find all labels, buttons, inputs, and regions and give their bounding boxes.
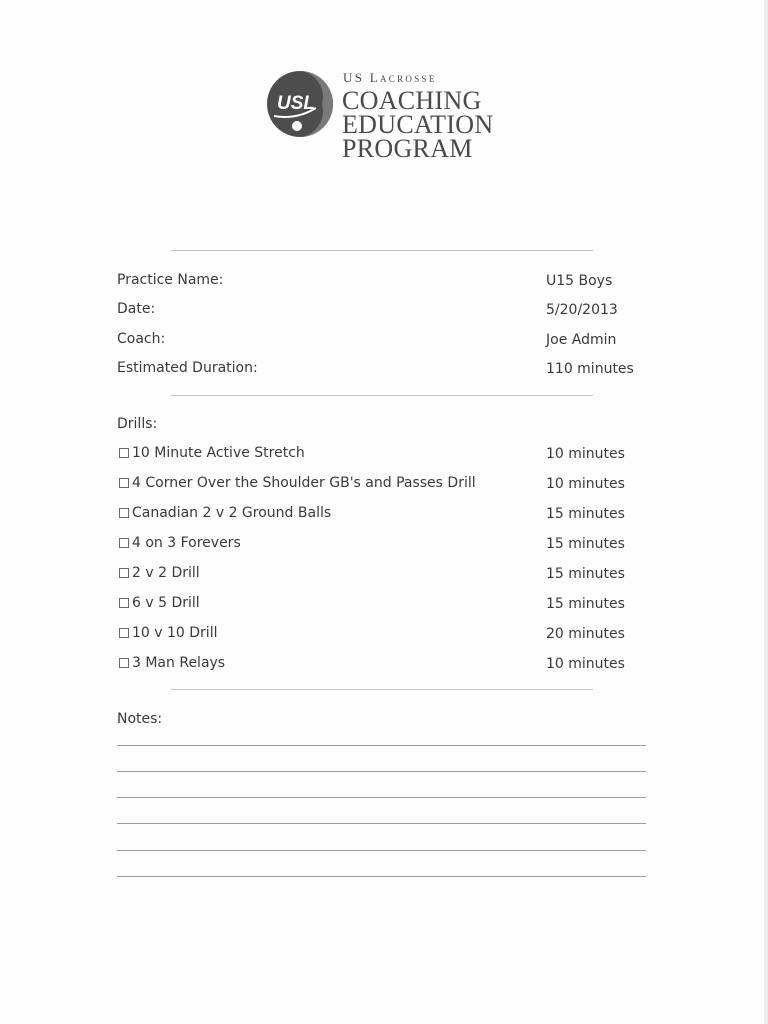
notes-heading: Notes:	[117, 711, 163, 727]
drill-name: 6 v 5 Drill	[132, 595, 200, 611]
coach-value: Joe Admin	[546, 332, 617, 348]
usl-badge-icon	[266, 70, 334, 138]
drill-name: 3 Man Relays	[132, 655, 226, 671]
practice-name-label: Practice Name:	[117, 272, 224, 288]
drill-name: 2 v 2 Drill	[132, 565, 200, 581]
drill-checkbox[interactable]	[119, 538, 129, 548]
drills-heading: Drills:	[117, 416, 158, 432]
notes-line[interactable]	[117, 797, 646, 798]
drill-checkbox[interactable]	[119, 568, 129, 578]
drill-checkbox[interactable]	[119, 508, 129, 518]
drill-checkbox[interactable]	[119, 478, 129, 488]
logo-line-education: EDUCATION	[342, 110, 494, 139]
page-edge	[764, 0, 768, 1024]
program-logo	[266, 68, 506, 164]
drill-item	[119, 624, 217, 642]
drill-name: 4 Corner Over the Shoulder GB's and Passes Drill	[132, 475, 476, 491]
notes-line[interactable]	[117, 823, 646, 824]
notes-line[interactable]	[117, 771, 646, 772]
drill-duration: 10 minutes	[546, 656, 625, 672]
drill-name: 10 Minute Active Stretch	[132, 445, 305, 461]
divider-bottom	[171, 689, 593, 690]
drill-duration: 20 minutes	[546, 626, 625, 642]
drill-item	[119, 564, 200, 582]
drill-item	[119, 594, 200, 612]
drill-item	[119, 504, 331, 522]
logo-line-coaching: COACHING	[342, 86, 482, 115]
drill-duration: 10 minutes	[546, 476, 625, 492]
drill-item	[119, 444, 305, 462]
coach-label: Coach:	[117, 331, 166, 347]
drill-item	[119, 474, 476, 492]
drill-duration: 15 minutes	[546, 596, 625, 612]
drill-checkbox[interactable]	[119, 658, 129, 668]
practice-name-value: U15 Boys	[546, 273, 613, 289]
drill-duration: 15 minutes	[546, 506, 625, 522]
drill-checkbox[interactable]	[119, 598, 129, 608]
drill-duration: 10 minutes	[546, 446, 625, 462]
drill-checkbox[interactable]	[119, 448, 129, 458]
drill-name: 10 v 10 Drill	[132, 625, 218, 641]
date-label: Date:	[117, 301, 156, 317]
divider-middle	[171, 395, 593, 396]
drill-name: Canadian 2 v 2 Ground Balls	[132, 505, 332, 521]
notes-line[interactable]	[117, 850, 646, 851]
logo-line-program: PROGRAM	[342, 134, 473, 163]
drill-duration: 15 minutes	[546, 536, 625, 552]
notes-line[interactable]	[117, 876, 646, 877]
duration-value: 110 minutes	[546, 361, 634, 377]
duration-label: Estimated Duration:	[117, 360, 258, 376]
badge-text: USL	[277, 93, 315, 114]
drill-item	[119, 534, 241, 552]
divider-top	[171, 250, 593, 251]
date-value: 5/20/2013	[546, 302, 618, 318]
logo-line-us-lacrosse: US Lacrosse	[343, 70, 437, 85]
drill-duration: 15 minutes	[546, 566, 625, 582]
drill-item	[119, 654, 225, 672]
notes-line[interactable]	[117, 745, 646, 746]
drill-checkbox[interactable]	[119, 628, 129, 638]
drill-name: 4 on 3 Forevers	[132, 535, 241, 551]
